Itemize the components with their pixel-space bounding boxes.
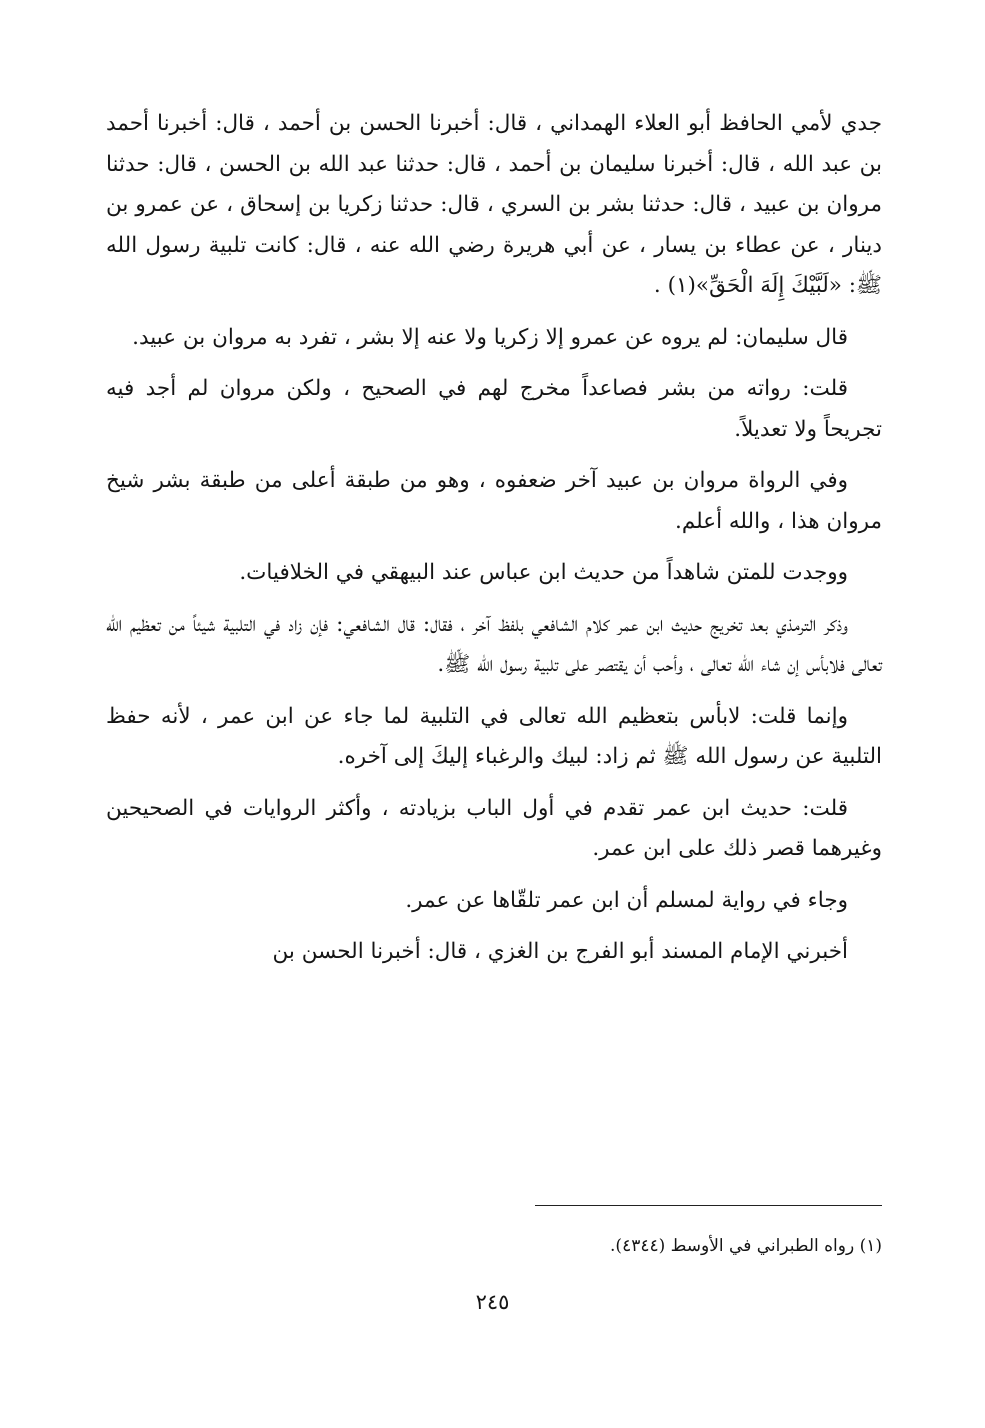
main-text [106,104,882,984]
paragraph-new-isnad: أخبرني الإمام المسند أبو الفرج بن الغزي ، قال: أخبرنا الحسن بن [272,939,848,964]
footnote: (١) رواه الطبراني في الأوسط (٤٣٤٤). [610,1236,882,1256]
footnote-separator [535,1205,882,1206]
paragraph-ibn-umar-addition: وإنما قلت: لابأس بتعظيم الله تعالى في التلبية لما جاء عن ابن عمر ، لأنه حفظ التلبية عن رسول الله ﷺ ثم زاد: لبيك والرغباء إليكَ إلى آخره. [106,703,882,769]
paragraph-tirmidhi-shafii: وذكر الترمذي بعد تخريج حديث ابن عمر كلام الشافعي بلفظ آخر ، فقال: قال الشافعي: فإن زاد في التلبية شيئاً من تعظيم الله تعالى فلابأس إن شاء الله تعالى ، وأحب أن يقتصر على تلبية رسول الله ﷺ. [106,611,882,677]
paragraph-narrators-assessment: قلت: رواته من بشر فصاعداً مخرج لهم في الصحيح ، ولكن مروان لم أجد فيه تجريحاً ولا تعديلاً. [106,376,882,442]
paragraph-marwan-note: وفي الرواة مروان بن عبيد آخر ضعفوه ، وهو من طبقة أعلى من طبقة بشر شيخ مروان هذا ، والله أعلم. [106,468,882,534]
paragraph-isnad-chain: جدي لأمي الحافظ أبو العلاء الهمداني ، قال: أخبرنا الحسن بن أحمد ، قال: أخبرنا أحمد بن عبد الله ، قال: أخبرنا سليمان بن أحمد ، قال: حدثنا عبد الله بن الحسن ، قال: حدثنا مروان بن عبيد ، قال: حدثنا بشر بن السري ، قال: حدثنا زكريا بن إسحاق ، عن عمرو بن دينار ، عن عطاء بن يسار ، عن أبي هريرة رضي الله عنه ، قال: كانت تلبية رسول الله ﷺ: «لَبَّيْكَ إِلَهَ الْحَقِّ»(١) . [106,111,882,298]
page-number: ٢٤٥ [475,1290,510,1314]
paragraph-sahihayn-note: قلت: حديث ابن عمر تقدم في أول الباب بزيادته ، وأكثر الروايات في الصحيحين وغيرهما قصر ذلك على ابن عمر. [106,795,882,861]
paragraph-witness-report: ووجدت للمتن شاهداً من حديث ابن عباس عند البيهقي في الخلافيات. [239,560,848,585]
paragraph-sulayman-comment: قال سليمان: لم يروه عن عمرو إلا زكريا ولا عنه إلا بشر ، تفرد به مروان بن عبيد. [132,324,848,350]
paragraph-muslim-report: وجاء في رواية لمسلم أن ابن عمر تلقّاها عن عمر. [405,887,848,913]
